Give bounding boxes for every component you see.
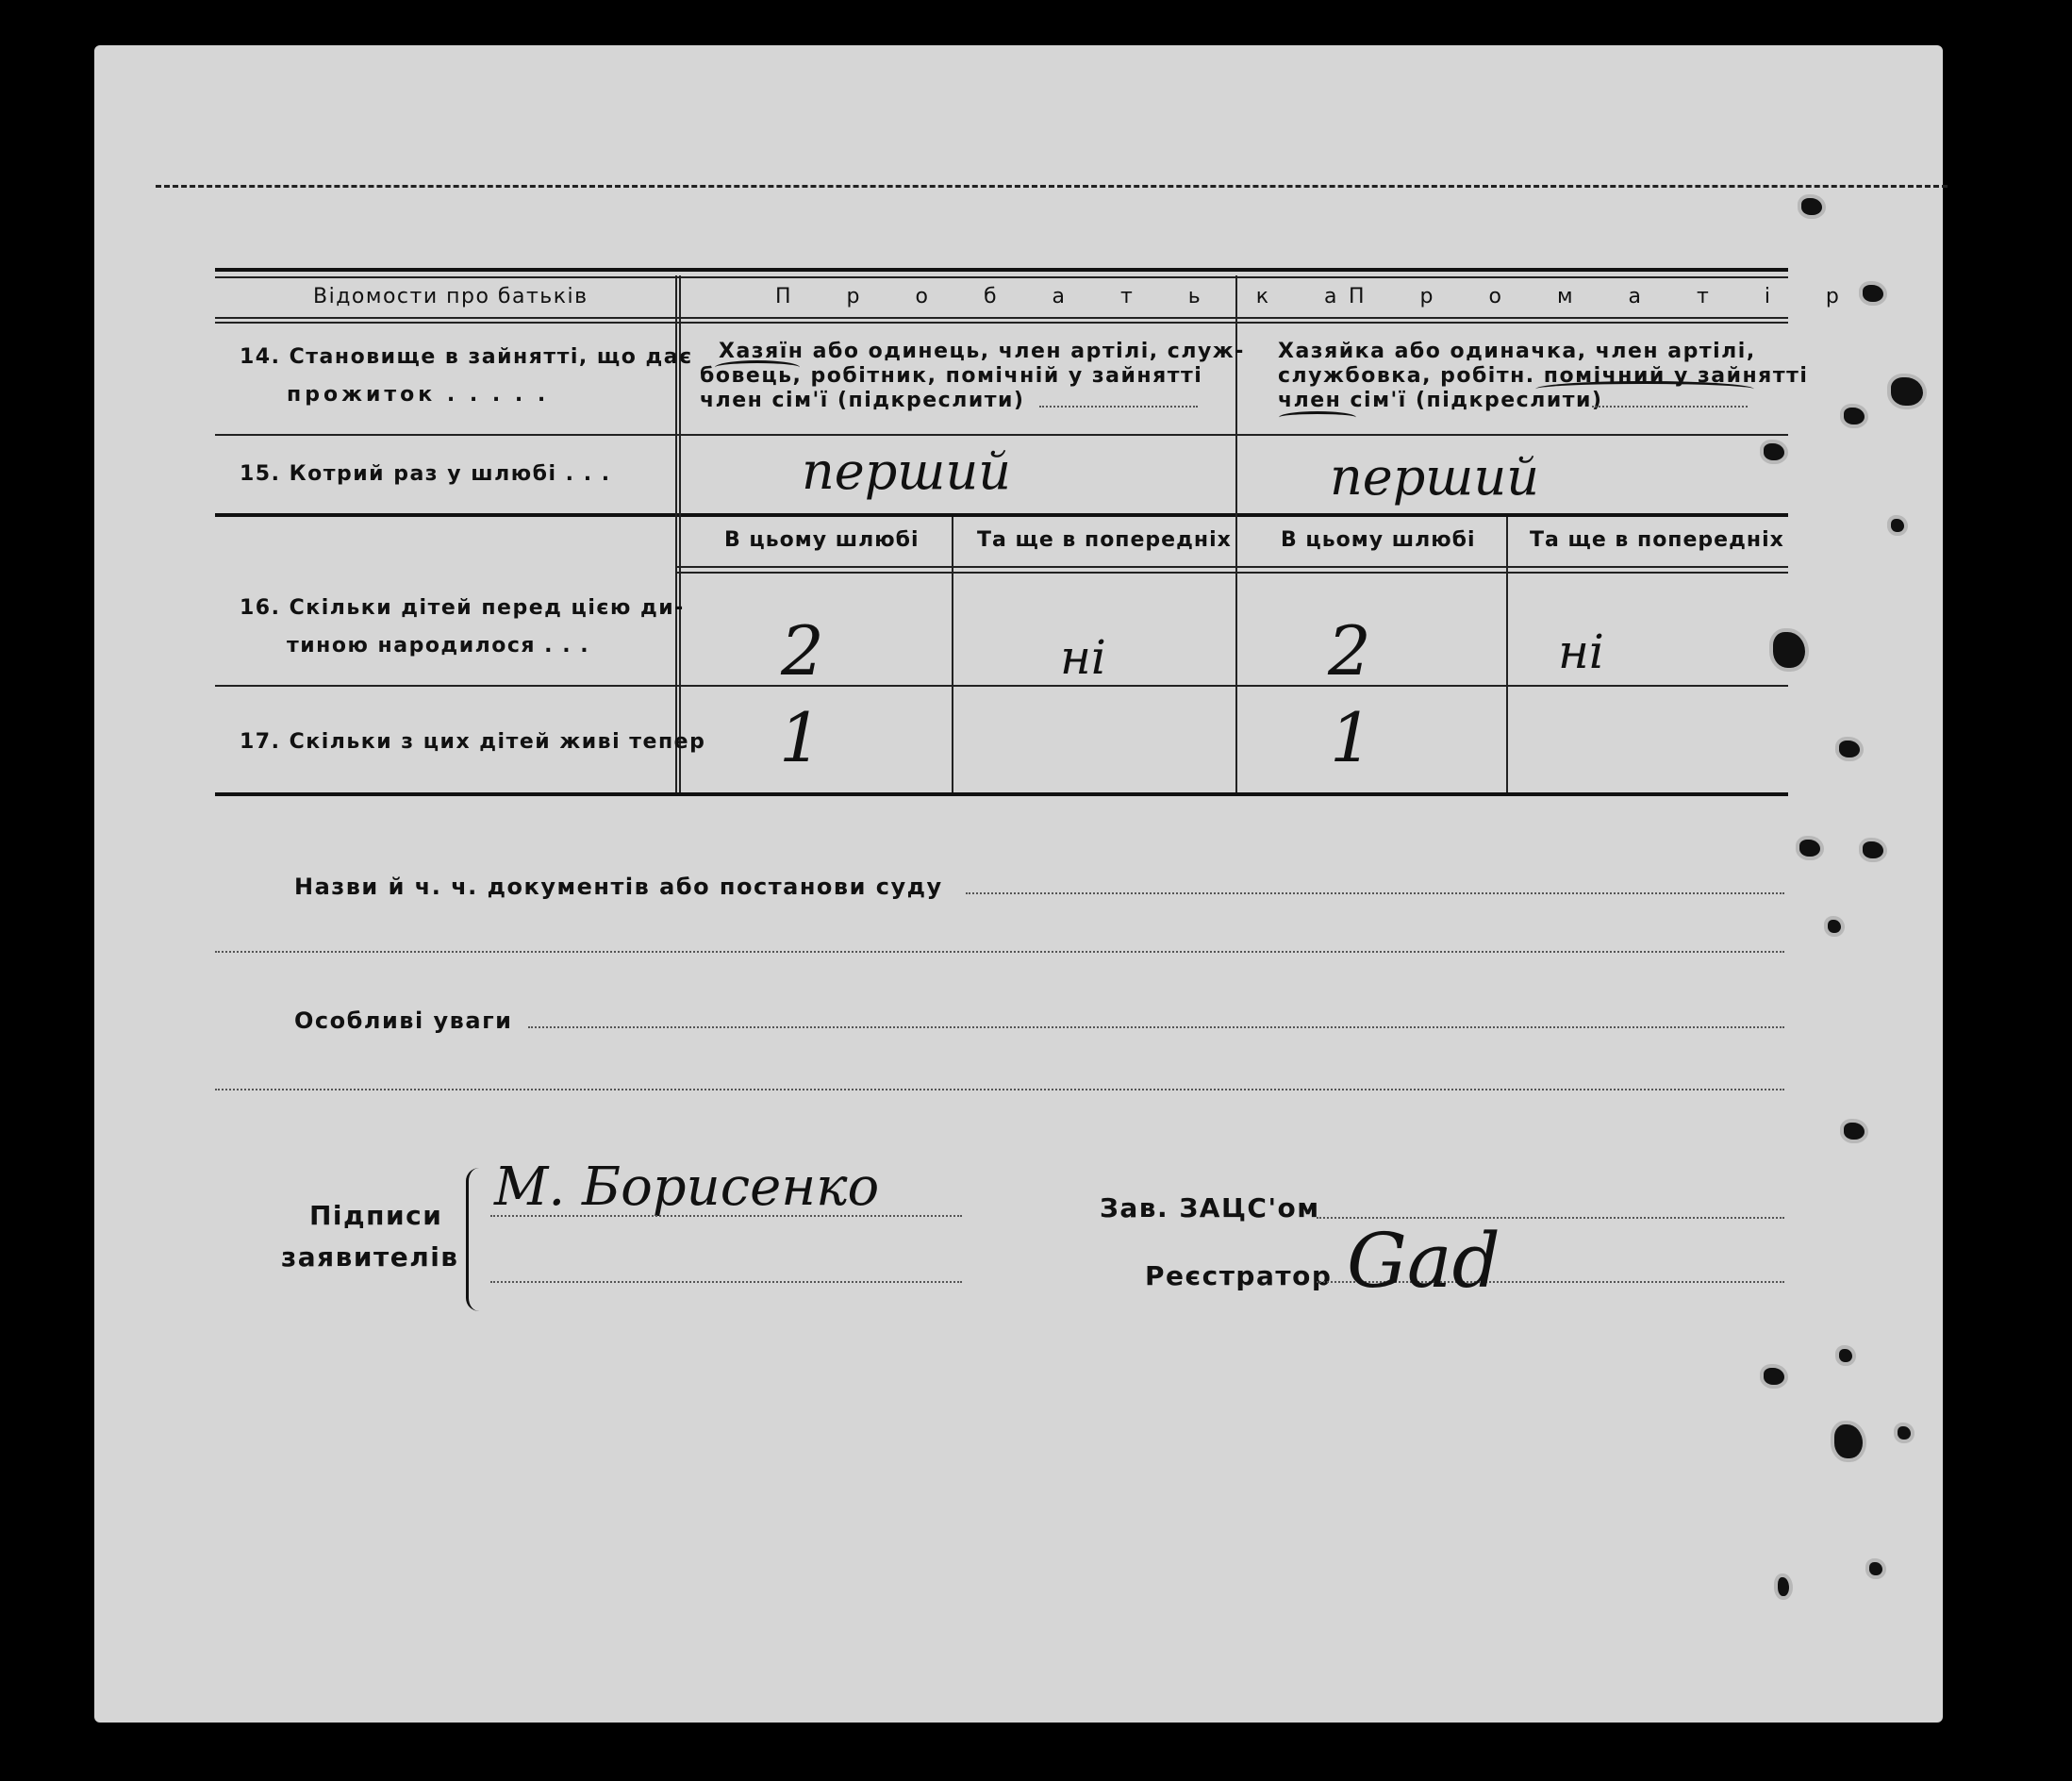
subheader-father-this-marriage: В цьому шлюбі xyxy=(724,528,920,552)
row17-mother-this: 1 xyxy=(1330,698,1373,777)
binder-hole xyxy=(1773,632,1805,668)
binder-hole xyxy=(1799,840,1820,857)
documents-label: Назви й ч. ч. документів або постанови суду xyxy=(294,874,943,900)
binder-hole xyxy=(1828,920,1841,933)
head-of-registry-label: Зав. ЗАЦС'ом xyxy=(1100,1192,1320,1223)
table-bottom-rule xyxy=(215,792,1788,796)
perforation-line xyxy=(156,185,1948,188)
row16-mother-this: 2 xyxy=(1328,611,1371,691)
row16-father-prev: ні xyxy=(1060,630,1106,685)
table-rule xyxy=(215,276,1788,278)
subheader-mother-this-marriage: В цьому шлюбі xyxy=(1281,528,1476,552)
binder-hole xyxy=(1764,443,1784,460)
row14-father-options: член сім'ї (підкреслити) xyxy=(700,389,1025,412)
remarks-field-line2[interactable] xyxy=(215,1089,1784,1090)
signatures-label-cont: заявителів xyxy=(281,1241,459,1273)
binder-hole xyxy=(1764,1368,1784,1385)
registrar-label: Реєстратор xyxy=(1145,1260,1333,1291)
applicant-signature: М. Борисенко xyxy=(494,1157,880,1218)
header-about-father: П р о б а т ь к а xyxy=(775,285,1362,308)
registrar-signature: Gad xyxy=(1347,1217,1500,1305)
column-divider xyxy=(1506,517,1508,792)
remarks-label: Особливі уваги xyxy=(294,1007,513,1034)
row16-mother-prev: ні xyxy=(1558,624,1604,679)
documents-field-line2[interactable] xyxy=(215,951,1784,953)
binder-hole xyxy=(1898,1426,1911,1440)
binder-hole xyxy=(1869,1562,1882,1575)
signature-bracket xyxy=(466,1168,482,1311)
dotted-fill xyxy=(1592,406,1748,408)
applicant-signature-line2[interactable] xyxy=(490,1281,962,1283)
header-parents-info: Відомости про батьків xyxy=(313,285,588,308)
row14-mother-options: член сім'ї (підкреслити) xyxy=(1278,389,1603,412)
row14-father-options: Хазяїн або одинець, член артілі, служ- xyxy=(719,340,1245,363)
row16-label: 16. Скільки дітей перед цією ди- xyxy=(240,596,685,620)
binder-hole xyxy=(1801,198,1822,215)
table-rule xyxy=(215,434,1788,436)
row17-label: 17. Скільки з цих дітей живі тепер xyxy=(240,730,706,754)
column-divider xyxy=(952,517,953,792)
binder-hole xyxy=(1844,1123,1865,1140)
documents-field[interactable] xyxy=(966,892,1784,894)
row14-label-cont: прожиток . . . . . xyxy=(287,383,550,407)
table-rule xyxy=(215,322,1788,324)
row14-label: 14. Становище в зайнятті, що дає xyxy=(240,345,693,369)
header-about-mother: П р о м а т і р xyxy=(1349,285,1864,308)
handwritten-underline xyxy=(715,360,800,375)
binder-hole xyxy=(1863,841,1883,858)
binder-hole xyxy=(1839,1349,1852,1362)
binder-hole xyxy=(1891,519,1904,532)
handwritten-underline xyxy=(1535,381,1754,397)
row15-father-value: перший xyxy=(802,441,1012,501)
table-rule xyxy=(677,572,1788,574)
binder-hole xyxy=(1778,1577,1789,1596)
binder-hole xyxy=(1891,377,1923,406)
handwritten-underline xyxy=(1279,411,1356,424)
binder-hole xyxy=(1844,408,1865,424)
signatures-label: Підписи xyxy=(309,1200,443,1231)
row16-label-cont: тиною народилося . . . xyxy=(287,634,590,657)
binder-hole xyxy=(1863,285,1883,302)
table-rule xyxy=(215,685,1788,687)
row15-mother-value: перший xyxy=(1330,447,1540,507)
row14-mother-options: Хазяйка або одиначка, член артілі, xyxy=(1278,340,1756,363)
row17-father-this: 1 xyxy=(779,698,822,777)
binder-hole xyxy=(1839,741,1860,757)
subheader-father-previous: Та ще в попередніх xyxy=(977,528,1232,552)
applicant-signature-line[interactable] xyxy=(490,1215,962,1217)
row16-father-this: 2 xyxy=(781,611,824,691)
remarks-field[interactable] xyxy=(528,1026,1784,1028)
row14-mother-options: службовка, робітн. помічний у зайнятті xyxy=(1278,364,1809,388)
subheader-mother-previous: Та ще в попередніх xyxy=(1530,528,1784,552)
row15-label: 15. Котрий раз у шлюбі . . . xyxy=(240,462,611,486)
binder-hole xyxy=(1834,1424,1863,1458)
table-rule xyxy=(677,566,1788,568)
table-rule xyxy=(215,317,1788,319)
dotted-fill xyxy=(1039,406,1198,408)
table-top-rule xyxy=(215,268,1788,272)
table-rule xyxy=(215,513,1788,517)
row14-father-options: бовець, робітник, помічній у зайнятті xyxy=(700,364,1203,388)
